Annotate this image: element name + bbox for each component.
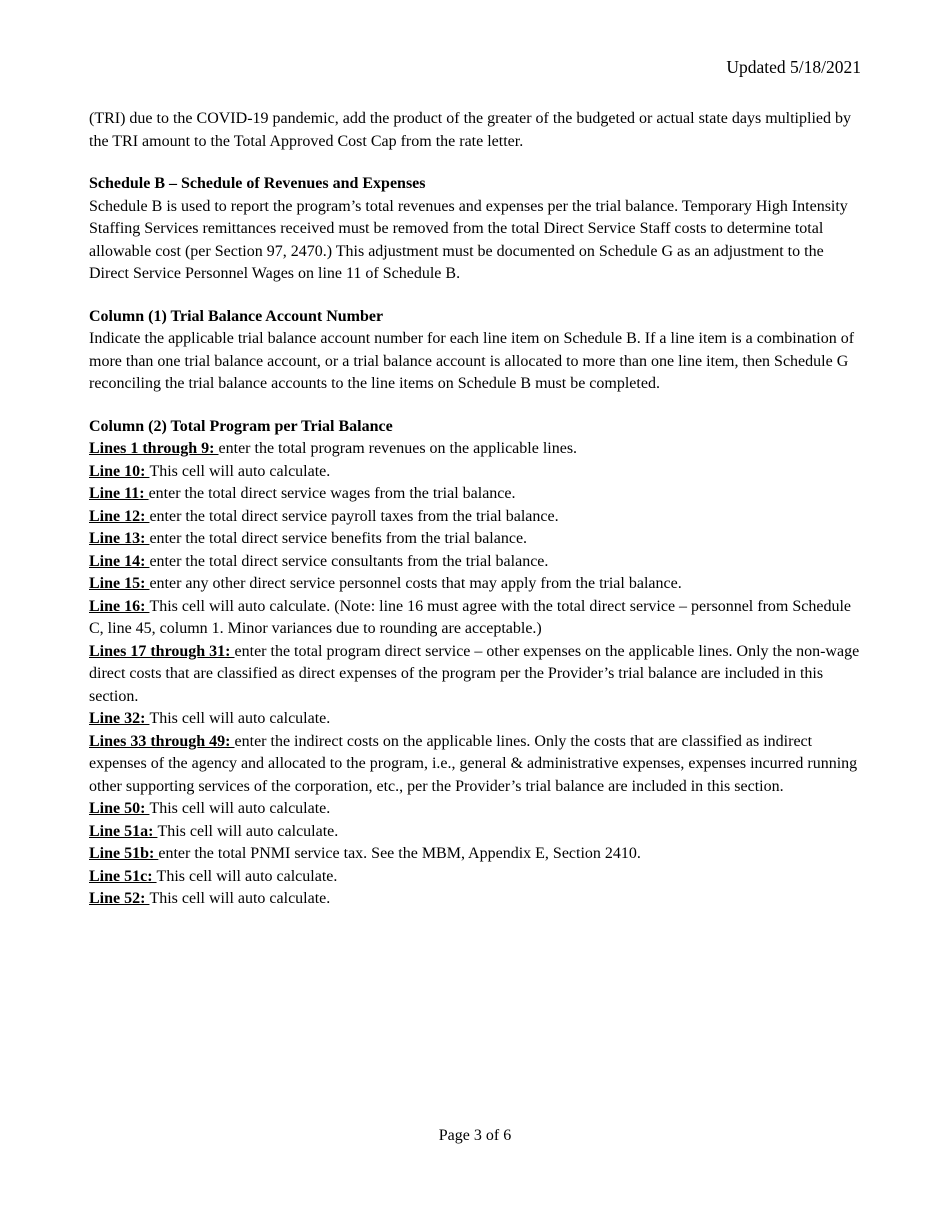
line-item	[89, 551, 861, 574]
page-number: Page 3 of 6	[438, 1127, 512, 1144]
line-label: Line 51a:	[89, 822, 158, 840]
line-item	[89, 731, 861, 799]
line-text: enter the total direct service benefits from the trial balance.	[149, 530, 528, 547]
column-1-heading: Column (1) Trial Balance Account Number	[89, 307, 384, 325]
line-label: Line 52:	[89, 890, 150, 907]
line-label: Lines 1 through 9:	[89, 440, 219, 457]
schedule-b-paragraph: Schedule B is used to report the program’s total revenues and expenses per the trial balance. Temporary High Intensity Staffing Services remittances received must be removed from the total Direct Service Staff costs to determine total allowable cost (per Section 97, 2470.) This adjustment must be documented on Schedule G as an adjustment to the Direct Service Personnel Wages on line 11 of Schedule B.	[89, 197, 848, 282]
column-2-section	[89, 416, 861, 911]
line-item	[89, 506, 861, 529]
line-label: Lines 17 through 31:	[89, 642, 235, 660]
line-label: Line 14:	[89, 552, 150, 570]
line-label: Line 13:	[89, 530, 150, 547]
line-text: enter the total program direct service – other expenses on the applicable lines. Only the non-wage direct costs that are classified as direct expenses of the program per the Provider’s trial balance are included in this section.	[89, 642, 860, 705]
line-text: This cell will auto calculate.	[149, 890, 331, 907]
line-item	[89, 573, 861, 596]
line-label: Line 51c:	[89, 867, 157, 885]
line-label: Line 10:	[89, 462, 150, 480]
line-item	[89, 483, 861, 506]
line-text: This cell will auto calculate.	[157, 822, 339, 840]
line-item	[89, 438, 861, 461]
column-1-paragraph: Indicate the applicable trial balance account number for each line item on Schedule B. If a line item is a combination of more than one trial balance account, or a trial balance account is allocated to more than one line item, then Schedule G reconciling the trial balance accounts to the line items on Schedule B must be completed.	[89, 330, 855, 392]
intro-paragraph: (TRI) due to the COVID-19 pandemic, add the product of the greater of the budgeted or actual state days multiplied by the TRI amount to the Total Approved Cost Cap from the rate letter.	[89, 110, 851, 150]
line-label: Line 12:	[89, 507, 150, 525]
line-item	[89, 866, 861, 889]
line-item	[89, 596, 861, 641]
line-text: This cell will auto calculate.	[156, 867, 338, 885]
line-text: This cell will auto calculate.	[149, 462, 331, 480]
schedule-b-section	[89, 173, 861, 286]
line-item	[89, 843, 861, 866]
line-label: Line 32:	[89, 710, 150, 727]
line-text: enter any other direct service personnel costs that may apply from the trial balance.	[149, 575, 682, 592]
line-text: This cell will auto calculate. (Note: line 16 must agree with the total direct service – personnel from Schedule C, line 45, column 1. Minor variances due to rounding are acceptable.)	[89, 597, 851, 637]
line-text: This cell will auto calculate.	[149, 800, 331, 817]
line-item	[89, 821, 861, 844]
line-text: enter the total program revenues on the applicable lines.	[218, 440, 578, 457]
line-label: Lines 33 through 49:	[89, 732, 235, 750]
line-label: Line 50:	[89, 800, 150, 817]
document-body	[89, 108, 861, 911]
line-item	[89, 641, 861, 709]
column-1-section	[89, 306, 861, 396]
line-item	[89, 798, 861, 821]
line-label: Line 11:	[89, 485, 149, 502]
line-label: Line 16:	[89, 597, 150, 615]
updated-date: Updated 5/18/2021	[726, 57, 861, 77]
schedule-b-heading: Schedule B – Schedule of Revenues and Expenses	[89, 175, 426, 192]
line-label: Line 15:	[89, 575, 150, 592]
line-text: enter the total direct service wages from the trial balance.	[148, 485, 516, 502]
line-item	[89, 461, 861, 484]
line-text: enter the total direct service payroll taxes from the trial balance.	[149, 507, 559, 525]
column-2-heading: Column (2) Total Program per Trial Balance	[89, 417, 393, 435]
line-item	[89, 528, 861, 551]
line-item	[89, 708, 861, 731]
line-text: enter the total direct service consultants from the trial balance.	[149, 552, 549, 570]
line-label: Line 51b:	[89, 845, 159, 862]
line-item	[89, 888, 861, 911]
line-text: This cell will auto calculate.	[149, 710, 331, 727]
line-text: enter the indirect costs on the applicable lines. Only the costs that are classified as indirect expenses of the agency and allocated to the program, i.e., general & administrative expenses, expenses incurred running other supporting services of the corporation, etc., per the Provider’s trial balance are included in this section.	[89, 732, 858, 795]
line-text: enter the total PNMI service tax. See the MBM, Appendix E, Section 2410.	[158, 845, 641, 862]
